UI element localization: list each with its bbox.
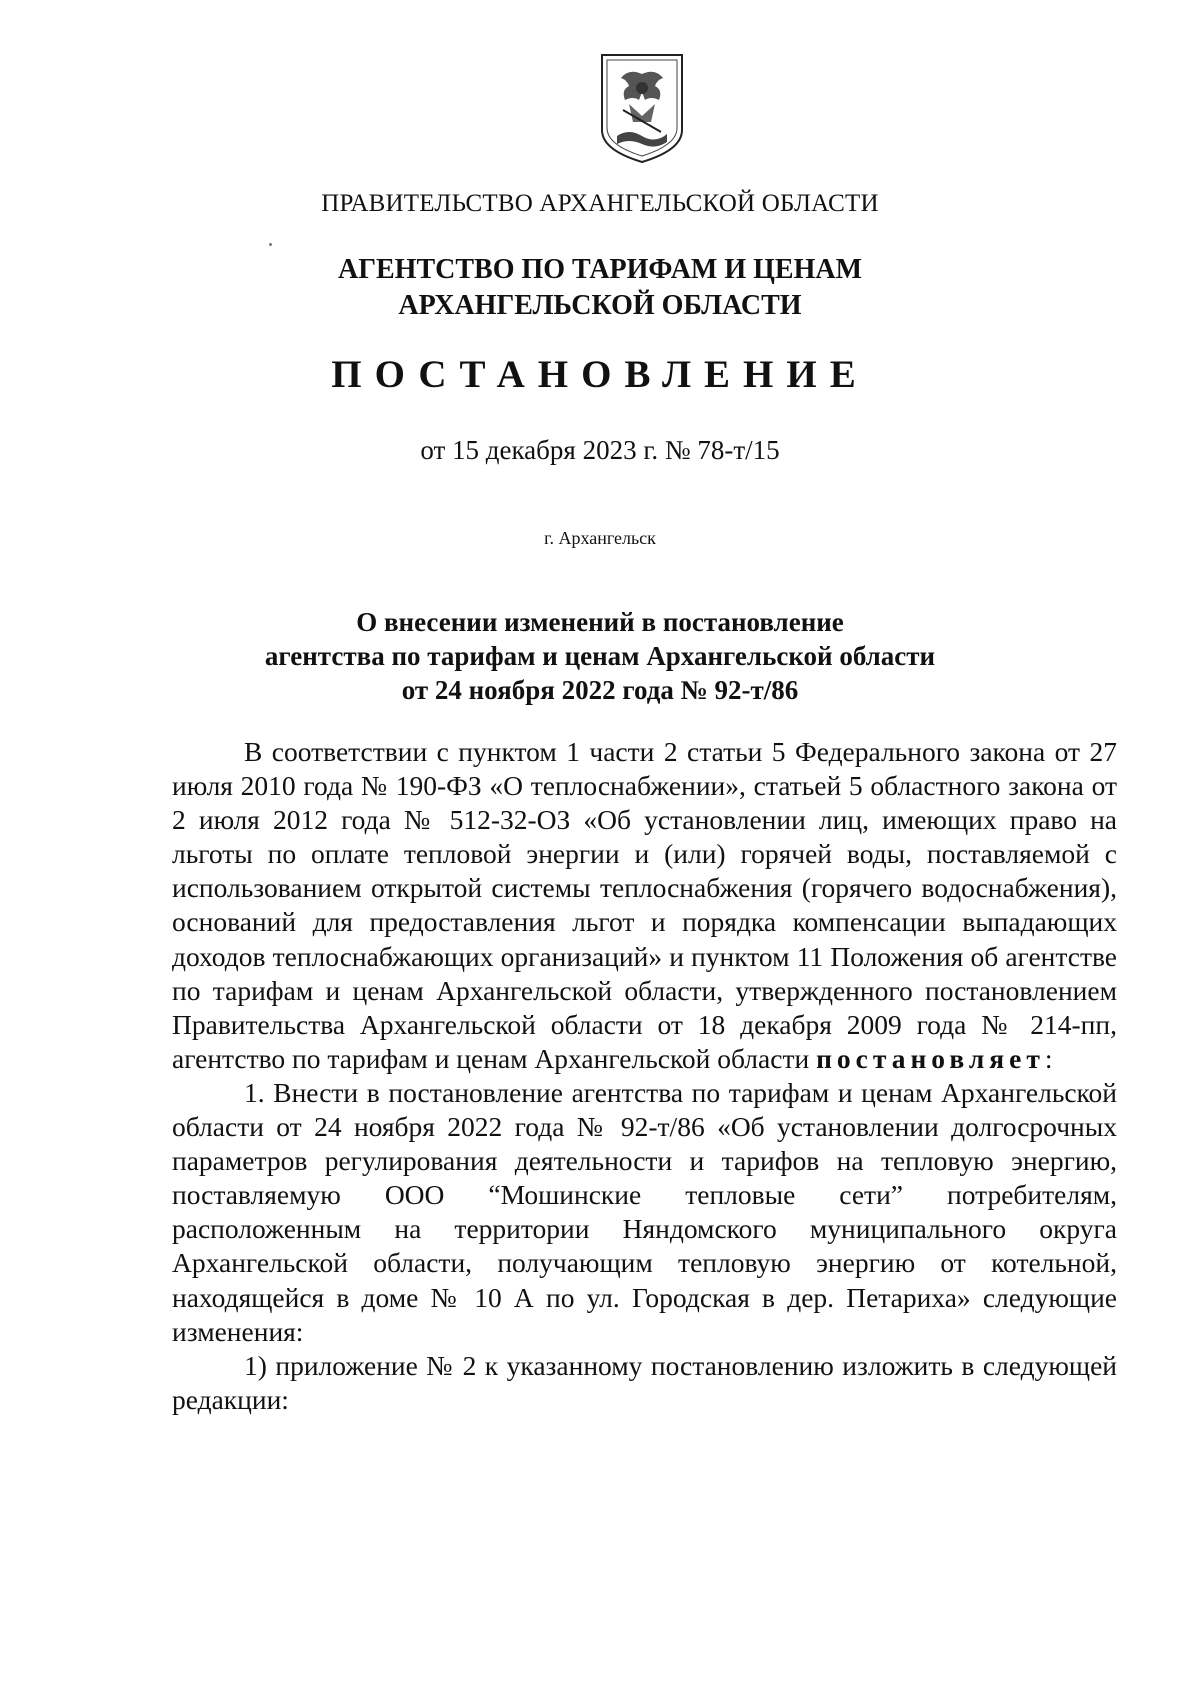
decree-word: постановляет [816,1042,1045,1074]
document-date-number: от 15 декабря 2023 г. № 78-т/15 [420,435,780,465]
scan-speck [269,243,272,246]
coat-of-arms-emblem [599,52,685,164]
subject-line-3: от 24 ноября 2022 года № 92-т/86 [401,675,799,705]
preamble-text: В соответствии с пунктом 1 части 2 статьи 5 Федерального закона от 27 июля 2010 года № 190-ФЗ «О теплоснабжении», статьей 5 областного закона от 2 июля 2012 года № 512-32-ОЗ «Об установлении лиц, имеющих право на льготы по оплате тепловой энергии и (или) горячей воды, поставляемой с использованием открытой системы теплоснабжения (горячего водоснабжения), оснований для предоставления льгот и порядка компенсации выпадающих доходов теплоснабжающих организаций» и пунктом 11 Положения об агентстве по тарифам и ценам Архангельской области, утвержденного постановлением Правительства Архангельской области от 18 декабря 2009 года № 214-пп, агентство по тарифам и ценам Архангельской области [172,736,1117,1074]
item-1-paragraph: 1. Внести в постановление агентства по тарифам и ценам Архангельской области от 24 ноября 2022 года № 92-т/86 «Об установлении долгосрочных параметров регулирования деятельности и тарифов на тепловую энергию, поставляемую ООО “Мошинские тепловые сети” потребителям, расположенным на территории Няндомского муниципального округа Архангельской области, получающим тепловую энергию от котельной, находящейся в доме № 10 А по ул. Городская в дер. Петариха» следующие изменения: [172,1076,1117,1347]
item-1-1-paragraph: 1) приложение № 2 к указанному постановлению изложить в следующей редакции: [172,1349,1117,1415]
document-city: г. Архангельск [544,528,656,548]
decree-colon: : [1044,1042,1053,1074]
government-name: ПРАВИТЕЛЬСТВО АРХАНГЕЛЬСКОЙ ОБЛАСТИ [321,190,879,217]
preamble-paragraph [172,735,1117,1076]
agency-name-line-2: АРХАНГЕЛЬСКОЙ ОБЛАСТИ [398,290,802,321]
document-body [172,735,1117,1417]
agency-name-line-1: АГЕНТСТВО ПО ТАРИФАМ И ЦЕНАМ [337,254,863,285]
document-type: ПОСТАНОВЛЕНИЕ [331,353,869,396]
subject-line-2: агентства по тарифам и ценам Архангельской области [264,641,936,671]
agency-name [0,252,1200,324]
subject-line-1: О внесении изменений в постановление [356,607,844,637]
document-subject [0,605,1200,707]
